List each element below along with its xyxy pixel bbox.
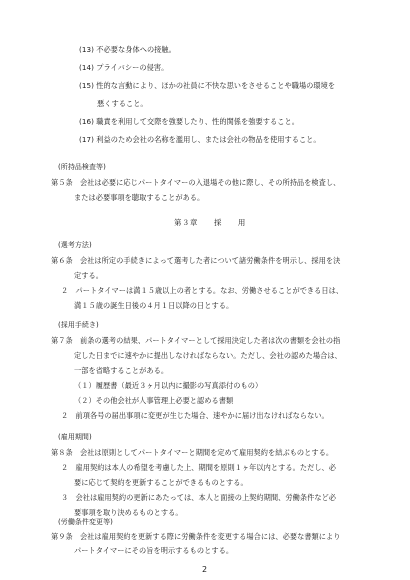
- art7-line: ２ 前項各号の届出事項に変更が生じた場合、速やかに届け出なければならない。: [61, 411, 329, 420]
- art5-line: 第５条 会社は必要に応じパートタイマーの入退場その他に際し、その所持品を検査し、: [51, 178, 341, 187]
- chapter-heading: 第３章 採 用: [174, 218, 246, 227]
- art6-line: 満１５歳の誕生日後の４月１日以降の日とする。: [74, 301, 234, 310]
- item-13: (13) 不必要な身体への接触。: [79, 45, 176, 54]
- art8-line: ２ 雇用契約は本人の希望を考慮した上、期間を原則１ヶ年以内とする。ただし、必: [61, 463, 337, 472]
- item-17: (17) 利益のため会社の名称を濫用し、または会社の物品を使用すること。: [79, 135, 321, 144]
- art9-line: 第９条 会社は雇用契約を更新する際に労働条件を変更する場合には、必要な書類により: [51, 532, 341, 541]
- art8-line: ３ 会社は雇用契約の更新にあたっては、本人と面接の上契約期間、労働条件など必: [61, 493, 337, 502]
- art9-caption: (労働条件変更等): [58, 518, 113, 526]
- art7-caption: (採用手続き): [58, 321, 99, 329]
- art7-line: 一部を省略することがある。: [74, 366, 169, 375]
- art7-line: （２）その他会社が人事管理上必要と認める書類: [74, 396, 234, 405]
- page-number: 2: [202, 565, 208, 574]
- art7-line: 定した日までに速やかに提出しなければならない。ただし、会社の認めた場合は、: [74, 351, 342, 360]
- art8-caption: (雇用期間): [58, 433, 92, 441]
- art9-line: パートタイマーにその旨を明示するものとする。: [74, 546, 234, 555]
- art5-caption: (所持品検査等): [58, 163, 106, 171]
- art7-line: （１）履歴書（最近３ヶ月以内に撮影の写真添付のもの）: [74, 381, 263, 390]
- item-14: (14) プライバシーの侵害。: [79, 63, 169, 72]
- art8-line: 第８条 会社は原則としてパートタイマーと期間を定めて雇用契約を結ぶものとする。: [51, 448, 334, 457]
- art8-line: 要に応じて契約を更新することができるものとする。: [74, 478, 248, 487]
- art6-line: 第６条 会社は所定の手続きによって選考した者について諸労働条件を明示し、採用を決: [51, 256, 341, 265]
- art6-line: ２ パートタイマーは満１５歳以上の者とする。なお、労働させることができる日は、: [61, 286, 344, 295]
- art6-caption: (選考方法): [58, 241, 92, 249]
- art5-line: または必要事項を聴取することがある。: [74, 193, 205, 202]
- item-15: (15) 性的な言動により、ほかの社員に不快な思いをさせることや職場の環境を: [79, 81, 336, 90]
- item-15-continuation: 悪くすること。: [97, 99, 148, 108]
- art7-line: 第７条 前条の選考の結果、パートタイマーとして採用決定した者は次の書類を会社の指: [51, 336, 341, 345]
- item-16: (16) 職責を利用して交際を強要したり、性的関係を強要すること。: [79, 117, 299, 126]
- art6-line: 定する。: [74, 271, 103, 280]
- art8-line: 要事項を取り決めるものとする。: [74, 508, 183, 517]
